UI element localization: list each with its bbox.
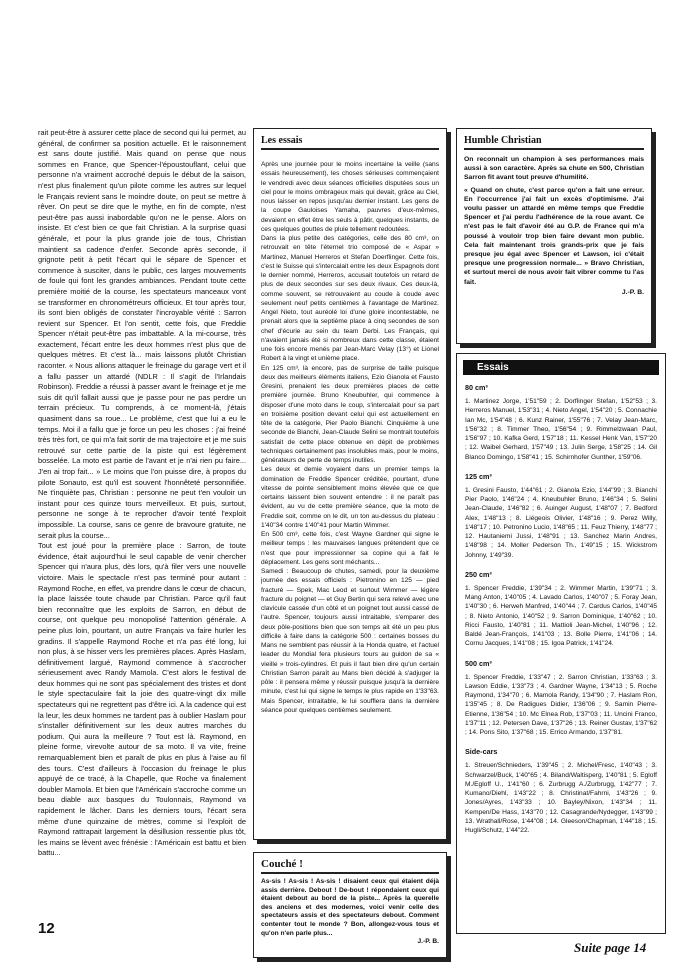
essais-paragraph: En 500 cm³, cette fois, c'est Wayne Gardner qui signe le meilleur temps : les mauvaises langues prétendent que ce n'est que pour impressionner sa copine qui a fait le déplacement. Les gens sont méchants...: [261, 531, 439, 566]
couche-signature: J.-P. B.: [417, 938, 439, 946]
results-banner: Essais: [463, 360, 659, 375]
essais-paragraph: En 125 cm³, là encore, pas de surprise de taille puisque deux des meilleurs éléments italiens, Ezio Gianola et Fausto Gresini, prenaient les deux premières places de cette première journée. Bruno Kneubuhler, qui commence à disposer d'une moto dans le coup, s'intercalait pour sa part en troisième position devant celui qui est actuellement en tête de la catégorie, Pier Paolo Bianchi. Cinquième à une seconde de Bianchi, Jean-Claude Selini se montrait toutefois satisfait de cette place obtenue en dépit de problèmes techniques certainement pas insolubles mais, pour le moins, générateurs de perte de temps inutiles.: [261, 364, 439, 464]
couche-title: Couché !: [261, 858, 439, 874]
category-title: 125 cm³: [465, 471, 492, 481]
essais-body: [261, 160, 439, 835]
humble-body: « Quand on chute, c'est parce qu'on a fait une erreur. En l'occurrence j'ai fait un excès d'optimisme. J'ai voulu passer un attardé en même temps que Freddie Spencer et j'ai perdu l'adhérence de la roue avant. Ce n'est pas le fait d'avoir été au G.P. de France qui m'a poussé à vouloir trop bien faire devant mon public. Cela fait maintenant trois grands-prix que je fais presque jeu égal avec Spencer et Lawson, ici c'était presque une progression normale... » Bravo Christian, et surtout merci de nous avoir fait vibrer comme tu l'as fait.: [464, 186, 644, 286]
category-results: 1. Spencer Freddie, 1'39"34 ; 2. Wimmer Martin, 1'39"71 ; 3. Mang Anton, 1'40"05 ; 4. Lavado Carlos, 1'40"07 ; 5. Foray Jean, 1'40"30 ; 6. Herweh Manfred, 1'40"44 ; 7. Cardus Carlos, 1'40"45 ; 8. Nieto Antonio, 1'40"52 ; 9. Sarron Dominique, 1'40"62 ; 10. Ricci Fausto, 1'40"81 ; 11. Mattioli Jean-Michel, 1'40"96 ; 12. Baldé Jean-François, 1'41"03 ; 13. Bolle Pierre, 1'41"06 ; 14. Cornu Jacques, 1'41"08 ; 15. Igoa Patrick, 1'41"24.: [465, 584, 657, 648]
humble-title: Humble Christian: [464, 135, 644, 150]
page-number: 12: [38, 920, 55, 937]
category-title: 80 cm³: [465, 383, 488, 392]
essais-paragraph: Après une journée pour le moins incertaine la veille (sans essais heureusement), les choses sérieuses commençaient le vendredi avec deux séances officielles disputées sous un ciel pour le moins ombrageux mais qui devait, grâce au Ciel, nous laisser en repos jusqu'au dernier instant. Les gens de la coupe Gauloises Yamaha, pauvres d'eux-mêmes, devaient en effet être les seuls à pâtir, quelques instants, de ces quelques gouttes de pluie tellement redoutées.: [261, 161, 439, 233]
humble-lead: On reconnaît un champion à ses performances mais aussi à son caractère. Après sa chute en 500, Christian Sarron fit avant tout preuve d'humilité.: [464, 156, 644, 182]
essais-results-box: [456, 353, 666, 934]
category-results: 1. Streuer/Schnieders, 1'39"45 ; 2. Michel/Fresc, 1'40"43 ; 3. Schwarzel/Buck, 1'40"65 ; 4. Biland/Waltisperg, 1'40"81 ; 5. Egloff M./Egloff U., 1'41"60 ; 6. Zurbrugg A./Zurbrugg, 1'42"77 ; 7. Kumano/Diehl, 1'43"22 ; 8. Christinat/Fahrni, 1'43"26 ; 9. Jones/Ayres, 1'43"33 ; 10. Bayley/Nixon, 1'43"34 ; 11. Kempen/De Hass, 1'43"70 ; 12. Casagrande/Nydegger, 1'43"99 ; 13. Wrathall/Rose, 1'44"08 ; 14. Gleeson/Chapman, 1'44"18 ; 15. Hugli/Schutz, 1'44"22.: [465, 762, 657, 834]
humble-signature: J.-P. B.: [621, 288, 644, 296]
essais-paragraph: Samedi : Beaucoup de chutes, samedi, pour la deuxième journée des essais officiels : Pietronino en 125 — pied fracturé — Spek, Mac Leod et surtout Wimmer — légère fracture du poignet — et Guy Bertin qui sera relevé avec une clavicule cassée d'un côté et un poignet tout aussi cassé de l'autre. Spencer, toujours aussi intraitable, s'emparer des deux pôle-positions bien que son temps ait été un peu plus difficile à faire dans la catégorie 500 : certaines bosses du Mans ne semblent pas réussir à la Honda quatre, et l'actuel leader du Mondial fera plusieurs tours au guidon de sa « vieille » trois-cylindres. Et puis il faut bien dire qu'un certain Christian Sarron paraît au Mans bien décidé à s'adjuger la pôle : il pensera même y réussir puisque jusqu'à la dernière minute, c'est lui qui signe le temps le plus rapide en 1'33"63. Mais Spencer, intraitable, le lui soufflera dans la dernière séance pour quelques centièmes seulement.: [261, 568, 439, 714]
category-title: Side-cars: [465, 747, 498, 757]
humble-christian-box: [456, 128, 652, 344]
article-paragraph: rait peut-être à assurer cette place de second qui lui permet, au général, de confirmer sa position actuelle. Et le raisonnement est sans doute justifié. Mais quand on pense que nous sommes en France, que Spencer-l'époustouflant, celui que personne n'a vraiment accroché depuis le début de la saison, n'est plus finalement qu'un pilote comme les autres sur lequel le Français revient sans le moindre doute, on peut se mettre à rêver. On peut se dire que le mythe, en fin de compte, n'est peut-être pas aussi inabordable qu'on ne le pense. Alors on insiste. Et c'est bien ce que fait Christian. A la surprise quasi générale, et pour la plus grande joie de tous, Christian maintient sa cadence d'enfer. Seconde après seconde, il grignote petit à petit l'écart qui le sépare de Spencer et commence à susciter, dans le public, ces larges mouvements de foule qui font les grandes ambiances. Pendant toute cette première moitié de la course, les spectateurs manceaux vont se transformer en chronométreurs officieux. Et tour après tour, ils sont bien obligés de constater l'incroyable vérité : Sarron revient sur Spencer. Et l'on sentit, cette fois, que Freddie Spencer n'était peut-être pas imbattable. A la mi-course, très exactement, l'écart entre les deux hommes n'est plus que de quelques mètres. Et c'est là... mais laissons plutôt Christian raconter. « Nous allions attaquer le freinage du garage vert et il a fallu passer un attardé (NDLR : Il s'agit de l'Irlandais Robinson). Freddie a réussi à passer avant le freinage et je me suis dit qu'il fallait aussi que je passe pour ne pas perdre un terrain précieux. Tu comprends, à ce moment-là, j'étais quasiment dans sa roue... Le problème, c'est que lui a eu le temps. Moi il a fallu que je force un peu les choses : j'ai freiné très très fort, ce qui m'a fait sortir de ma trajectoire et je me suis retrouvé sur cette partie de la piste qui est légèrement bosselée. La moto est partie de l'avant et je n'ai rien pu faire... J'en ai trop fait... » Le moins que l'on puisse dire, à propos du pilote Sonauto, est qu'il est souvent l'honnêteté personnifiée. Ne t'inquiète pas, Christian : personne ne peut t'en vouloir un instant pour ces quinze tours merveilleux. Et puis, surtout, personne ne songe à te reprocher d'avoir tenté l'exploit impossible. La course, sans ce genre de bravoure gratuite, ne serait plus la course...: [38, 128, 246, 540]
category-results: 1. Spencer Freddie, 1'33"47 ; 2. Sarron Christian, 1'33"63 ; 3. Lawson Eddie, 1'33"73 ; 4. Gardner Wayne, 1'34"13 ; 5. Roche Raymond, 1'34"70 ; 6. Mamola Randy, 1'34"90 ; 7. Haslam Ron, 1'35"45 ; 8. De Radigues Didier, 1'36"06 ; 9. Samin Pierre-Etienne, 1'36"54 ; 10. Mc Elnea Rob, 1'37"03 ; 11. Uncini Franco, 1'37"11 ; 12. Petersen Dave, 1'37"26 ; 13. Reiner Gustav, 1'37"62 ; 14. Pons Sito, 1'37"68 ; 15. Errico Armando, 1'37"81.: [465, 673, 657, 736]
category-results: 1. Martinez Jorge, 1'51"59 ; 2. Dorflinger Stefan, 1'52"53 ; 3. Herreros Manuel, 1'53"31 ; 4. Nieto Angel, 1'54"20 ; 5. Connachie Ian Mc, 1'54"48 ; 6. Kunz Rainer, 1'55"76 ; 7. Velay Jean-Marc, 1'56"32 ; 8. Timmer Theo, 1'56"54 ; 9. Rimmelzwaan Paul, 1'56"97 ; 10. Kafka Gerd, 1'57"18 ; 11. Kessel Henk Van, 1'57"20 ; 12. Waibel Gerhard, 1'57"49 ; 13. Julin Serge, 1'58"25 ; 14. Gil Blanco Domingo, 1'58"41 ; 15. Schirnhofer Gunther, 1'59"06.: [465, 398, 657, 461]
essais-paragraph: Les deux et demie voyaient dans un premier temps la domination de Freddie Spencer créditée, pourtant, d'une vitesse de pointe sensiblement moins élevée que ce que certains laissent bien souvent entendre : il ne paraît pas évident, au vu de cette première séance, que la moto de Freddie soit, comme on le dit, un ton au-dessus du plateau : 1'40"34 contre 1'40"41 pour Martin Wimmer.: [261, 466, 439, 529]
couche-body: As-sis ! As-sis ! As-sis ! disaient ceux qui étaient déjà assis derrière. Debout ! De-bout ! répondaient ceux qui étaient debout au bord de la piste... Après la querelle des anciens et des modernes, voici venir celle des spectateurs assis et des spectateurs debout. Comment contenter tout le monde ? Bon, allongez-vous tous et qu'on n'en parle plus...: [261, 878, 439, 937]
category-title: 250 cm³: [465, 569, 492, 579]
article-paragraph: Tout est joué pour la première place : Sarron, de toute évidence, était aujourd'hui le seul capable de venir chercher Spencer qui n'aura plus, dès lors, qu'à filer vers une nouvelle victoire. Mais le spectacle n'est pas terminé pour autant : Raymond Roche, en effet, va prendre dans le cœur de chacun, la place laissée toute chaude par Christian. Parce qu'il faut bien reconnaître que les exploits de Sarron, en début de course, ont quelque peu monopolisé l'attention générale. A peine plus loin, pourtant, un autre Français va faire hurler les gradins. Il s'appelle Raymond Roche et n'a pas été long, lui non plus, à se hisser vers les premières places. Après Haslam, définitivement largué, Raymond commence à s'accrocher sérieusement avec Randy Mamola. C'est alors le festival de deux hommes qui ne sont pas spécialement des tristes et dont le style spectaculaire fait la joie des quatre-vingt dix mille spectateurs qui ne regrettent pas d'être ici. A la cadence qui est la leur, les deux hommes ne tardent pas à oublier Haslam pour s'installer définitivement sur les deux autres marches du podium. Qui aura la meilleure ? Tout est là. Raymond, en pleine forme, virevolte autour de sa moto. Il va vite, freine remarquablement bien et paraît de plus en plus à l'aise au fil des tours. C'est d'ailleurs à l'occasion du freinage le plus appuyé de ce tracé, à la Chapelle, que Roche va finalement doubler Mamola. Et bien que l'Américain s'accroche comme un beau diable aux basques du Toulonnais, Raymond va rapidement le lâcher. Dans les derniers tours, l'écart sera même d'une quinzaine de mètres, comme si l'exploit de Raymond rattrapait largement la désillusion ressentie plus tôt, les mains se lèvent avec frénésie : l'Américain est battu et bien battu...: [38, 541, 246, 858]
continued-link: Suite page 14: [574, 940, 647, 955]
essais-sidebar: [253, 128, 447, 840]
article-body-column: [38, 128, 246, 908]
essais-paragraph: Dans la plus petite des catégories, celle des 80 cm³, on retrouvait en tête l'éternel trio composé de « Aspar » Martinez, Manuel Herreros et Stefan Doerflinger. Cette fois, c'est le Suisse qui s'intercalait entre les deux Espagnols dont le dernier nommé, Herreros, accusait toutefois un retard de plus de deux secondes sur ses deux rivaux. Ces deux-là, comme souvent, se retrouvaient au coude à coude avec seulement neuf petits centièmes à l'avantage de Martinez. Angel Nieto, tout auréolé loi d'une gloire incontestable, ne prenait alors que la septième place à cinq secondes de son chef d'écurie au sein du team Derbi. Les Français, qui n'avaient jamais été si nombreux dans cette classe, étaient une fois encore menés par Jean-Marc Velay (13°) et Lionel Robert à la vingt et unième place.: [261, 235, 439, 363]
category-title: 500 cm³: [465, 658, 492, 668]
essais-title: Les essais: [261, 135, 439, 150]
couche-box: [253, 852, 447, 958]
category-results: 1. Gresini Fausto, 1'44"61 ; 2. Gianola Ezio, 1'44"99 ; 3. Bianchi Pier Paolo, 1'46"24 ; 4. Kneubuhler Bruno, 1'46"34 ; 5. Selini Jean-Claude, 1'46"82 ; 6. Auinger August, 1'48"07 ; 7. Bedford Alex, 1'48"13 ; 8. Liégeois Olivier, 1'48"16 ; 9. Perez Willy, 1'48"17 ; 10. Petronino Lucio, 1'48"65 ; 11. Feuz Thierry, 1'48"77 ; 12. Hautaniemi Jussi, 1'48"91 ; 13. Sanchez Marin Andres, 1'48"98 ; 14. Moller Pederson Th., 1'49"15 ; 15. Wickstrom Johnny, 1'49"39.: [465, 486, 657, 559]
